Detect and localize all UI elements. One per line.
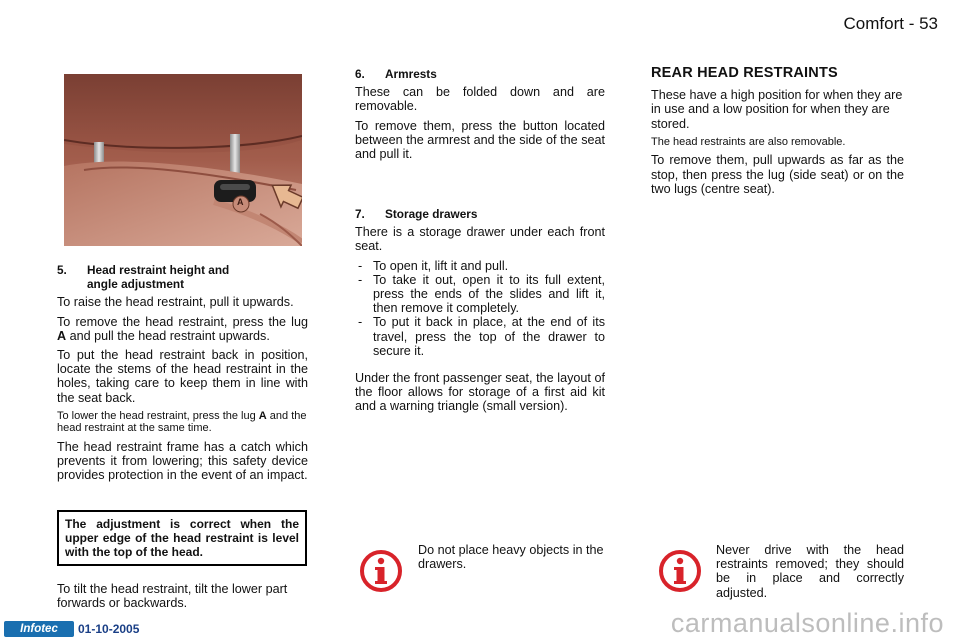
armrests-paragraph-1: These can be folded down and are removable. [355,85,605,114]
rear-paragraph-3: To remove them, pull upwards as far as the stop, then press the lug (side seat) or on the two lugs (centre seat). [651,153,904,196]
left-column [57,263,308,487]
storage-paragraph-1: There is a storage drawer under each front seat. [355,225,605,254]
lower-note [57,410,308,435]
rear-paragraph-2: The head restraints are also removable. [651,135,846,148]
site-watermark: carmanualsonline.info [670,608,944,638]
section-5-number: 5. [57,263,67,277]
lower-lug-reference: A [258,409,267,422]
lug-a-label: A [237,197,244,207]
remove-paragraph [57,315,308,343]
rear-head-restraints-title: REAR HEAD RESTRAINTS [651,65,838,81]
list-item: - To take it out, open it to its full extent, press the ends of the slides and lift it, then remove it completely. [355,273,605,316]
tilt-paragraph: To tilt the head restraint, tilt the lower part forwards or backwards. [57,582,288,611]
section-7-title: Storage drawers [385,207,478,221]
middle-column-storage [355,207,605,419]
section-5-title-line2: angle adjustment [87,277,185,292]
lower-text-1: To lower the head restraint, press the lug [57,409,259,422]
storage-steps-list [355,259,605,358]
section-7-number: 7. [355,207,365,221]
section-5-heading [57,263,308,291]
middle-column-armrests [355,67,605,166]
lug-reference: A [57,328,67,343]
catch-paragraph: The head restraint frame has a catch which prevents it from lowering; this safety device provides protection in the event of an impact. [57,439,308,483]
armrests-paragraph-2: To remove them, press the button located between the armrest and the side of the seat and pull it. [355,118,605,162]
tilt-paragraph-wrap [57,582,308,615]
drawer-warning-note: Do not place heavy objects in the drawers. [418,543,604,572]
remove-text-1: To remove the head restraint, press the lug [57,314,308,329]
section-6-number: 6. [355,67,365,81]
raise-paragraph: To raise the head restraint, pull it upwards. [57,295,294,310]
info-icon [359,549,403,593]
section-7-heading [355,207,605,221]
infotec-logo: Infotec [4,621,74,637]
section-6-heading [355,67,605,81]
right-column [651,66,904,201]
refit-paragraph: To put the head restraint back in position, locate the stems of the head restraint in the holes, taking care to keep them in line with the seat back. [57,348,308,405]
page-header: Comfort - 53 [843,14,938,33]
rear-paragraph-1: These have a high position for when they are in use and a low position for when they are stored. [651,88,903,131]
page-footer [0,608,960,640]
lower-text-2: and the head restraint at the same time. [57,409,307,435]
head-restraint-photo [64,74,302,246]
adjustment-warning-text: The adjustment is correct when the upper edge of the head restraint is level with the top of the head. [65,517,299,559]
section-6-title: Armrests [385,67,437,81]
list-item: - To open it, lift it and pull. [355,259,605,273]
list-item: - To put it back in place, at the end of its travel, press the top of the drawer to secure it. [355,315,605,358]
section-5-title-line1: Head restraint height and [87,263,230,277]
remove-text-2: and pull the head restraint upwards. [66,328,270,343]
storage-paragraph-2: Under the front passenger seat, the layout of the floor allows for storage of a first aid kit and a warning triangle (small version). [355,371,605,414]
head-restraint-warning-note: Never drive with the head restraints removed; they should be in place and correctly adjusted. [716,543,904,600]
info-icon [658,549,702,593]
adjustment-warning-box [57,510,307,566]
edition-date: 01-10-2005 [78,622,140,636]
